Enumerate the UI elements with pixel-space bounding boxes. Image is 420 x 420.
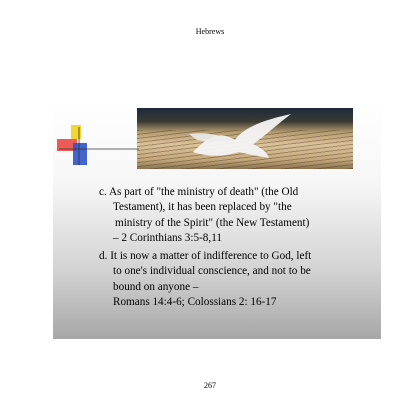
page-number: 267 bbox=[204, 381, 216, 390]
bible-dove-photo bbox=[137, 108, 353, 169]
bullet-c-line-2: Testament), it has been replaced by "the bbox=[113, 201, 292, 214]
slide-image-panel bbox=[53, 101, 381, 339]
bullet-c bbox=[99, 185, 379, 247]
bullet-d-line-4: Romans 14:4-6; Colossians 2: 16-17 bbox=[113, 296, 277, 309]
bullet-d-line-1: d. It is now a matter of indifference to God, left bbox=[99, 250, 312, 262]
bullet-d bbox=[99, 249, 379, 311]
decorative-squares-graphic bbox=[55, 125, 139, 165]
bullet-d-line-2: to one's individual conscience, and not to be bbox=[113, 265, 311, 278]
bullet-d-line-3: bound on anyone – bbox=[113, 280, 199, 293]
dove-icon bbox=[183, 112, 303, 164]
running-header: Hebrews bbox=[195, 27, 225, 36]
bullet-c-line-4: – 2 Corinthians 3:5-8,11 bbox=[113, 232, 222, 245]
bullet-c-line-3: ministry of the Spirit" (the New Testament) bbox=[115, 216, 310, 229]
bullet-c-line-1: c. As part of "the ministry of death" (the Old bbox=[99, 186, 299, 198]
